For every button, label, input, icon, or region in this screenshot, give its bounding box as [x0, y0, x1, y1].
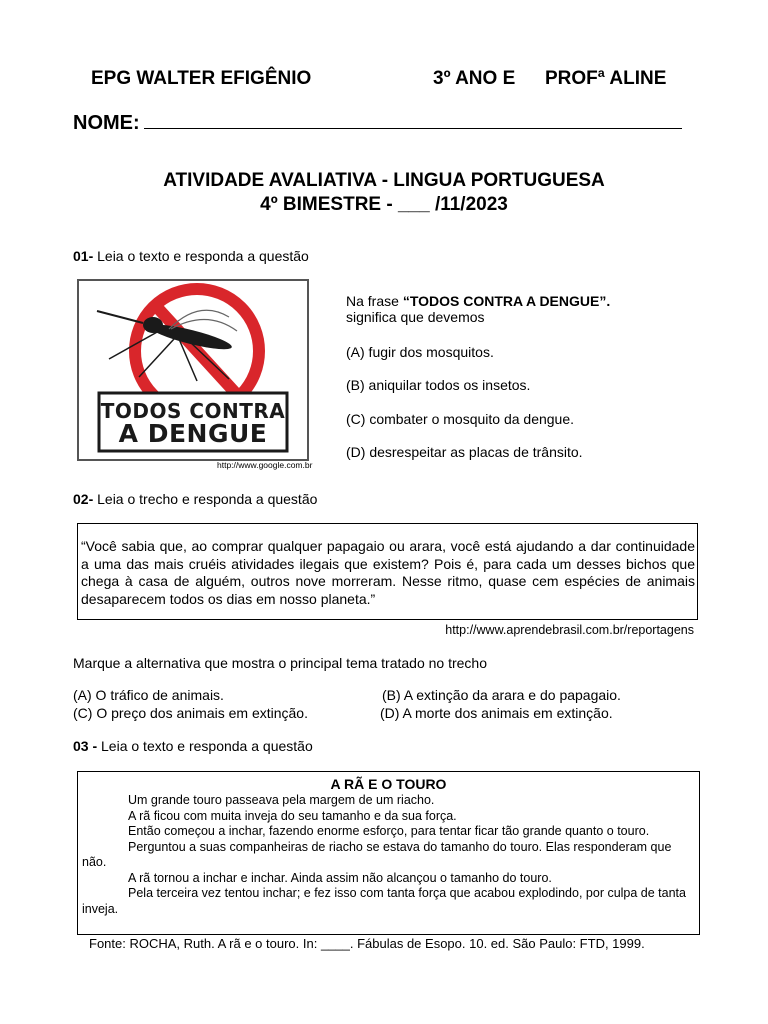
q2-source: http://www.aprendebrasil.com.br/reportagens [445, 623, 694, 637]
q1-stem-pre: Na frase [346, 293, 403, 309]
story-title: A RÃ E O TOURO [330, 776, 447, 792]
name-field[interactable] [73, 108, 682, 135]
teacher-label: PROFª ALINE [545, 68, 667, 89]
q3-heading [73, 738, 313, 754]
image-source: http://www.google.com.br [217, 460, 313, 470]
story-paragraph: Perguntou a suas companheiras de riacho se estava do tamanho do touro. Elas responderam que não. [82, 839, 672, 869]
q2-number: 02- [73, 491, 94, 507]
q2-heading [73, 491, 317, 507]
q2-option-c[interactable]: (C) O preço dos animais em extinção. [73, 705, 308, 721]
activity-subtitle: 4º BIMESTRE - ___ /11/2023 [260, 194, 508, 215]
q1-option-a[interactable]: (A) fugir dos mosquitos. [346, 344, 494, 360]
story-paragraph: Então começou a inchar, fazendo enorme esforço, para tentar ficar tão grande quanto o touro. [128, 824, 650, 838]
q1-stem-quote: “TODOS CONTRA A DENGUE”. [402, 293, 611, 309]
q2-option-d[interactable]: (D) A morte dos animais em extinção. [380, 705, 613, 721]
q3-number: 03 - [73, 738, 98, 754]
q3-story-box [77, 771, 700, 935]
sign-text-line1: TODOS CONTRA [100, 399, 286, 423]
story-paragraph: Pela terceira vez tentou inchar; e fez isso com tanta força que acabou explodindo, por culpa de tanta inveja. [82, 886, 686, 916]
sign-text-line2: A DENGUE [118, 419, 268, 448]
school-name: EPG WALTER EFIGÊNIO [91, 68, 312, 89]
story-paragraph: A rã tornou a inchar e inchar. Ainda assim não alcançou o tamanho do touro. [128, 870, 552, 885]
q1-instruction: Leia o texto e responda a questão [93, 248, 309, 264]
name-label: NOME: [73, 112, 140, 134]
activity-title: ATIVIDADE AVALIATIVA - LINGUA PORTUGUESA [163, 170, 605, 191]
q1-stem-post: significa que devemos [346, 309, 485, 325]
story-paragraph: Um grande touro passeava pela margem de um riacho. [128, 793, 435, 807]
q3-source: Fonte: ROCHA, Ruth. A rã e o touro. In: ____. Fábulas de Esopo. 10. ed. São Paulo: FTD, 1999. [89, 936, 645, 951]
q2-passage-box [77, 523, 698, 620]
q1-option-b[interactable]: (B) aniquilar todos os insetos. [346, 377, 531, 393]
dengue-sign [77, 279, 309, 461]
story-paragraph: A rã ficou com muita inveja do seu tamanho e da sua força. [128, 808, 457, 823]
dengue-image [77, 279, 335, 473]
q1-option-c[interactable]: (C) combater o mosquito da dengue. [346, 411, 575, 427]
q1-heading [73, 248, 309, 264]
grade-label: 3º ANO E [433, 68, 516, 89]
q2-instruction: Leia o trecho e responda a questão [93, 491, 318, 507]
q1-stem [346, 293, 694, 325]
q2-stem: Marque a alternativa que mostra o principal tema tratado no trecho [73, 655, 488, 671]
q2-option-a[interactable]: (A) O tráfico de animais. [73, 687, 224, 703]
q3-instruction: Leia o texto e responda a questão [97, 738, 313, 754]
q1-number: 01- [73, 248, 94, 264]
name-blank-line[interactable] [144, 108, 682, 129]
q2-option-b[interactable]: (B) A extinção da arara e do papagaio. [382, 687, 621, 703]
q2-passage: “Você sabia que, ao comprar qualquer papagaio ou arara, você está ajudando a dar continuidade a uma das mais cruéis atividades ilegais que existem? Pois é, para cada um desses bichos que chega à casa de alguém, outros nove morreram. Nesse ritmo, quase cem espécies de animais desaparecem todos os dias em nosso planeta.” [81, 538, 695, 607]
q1-option-d[interactable]: (D) desrespeitar as placas de trânsito. [346, 444, 583, 460]
